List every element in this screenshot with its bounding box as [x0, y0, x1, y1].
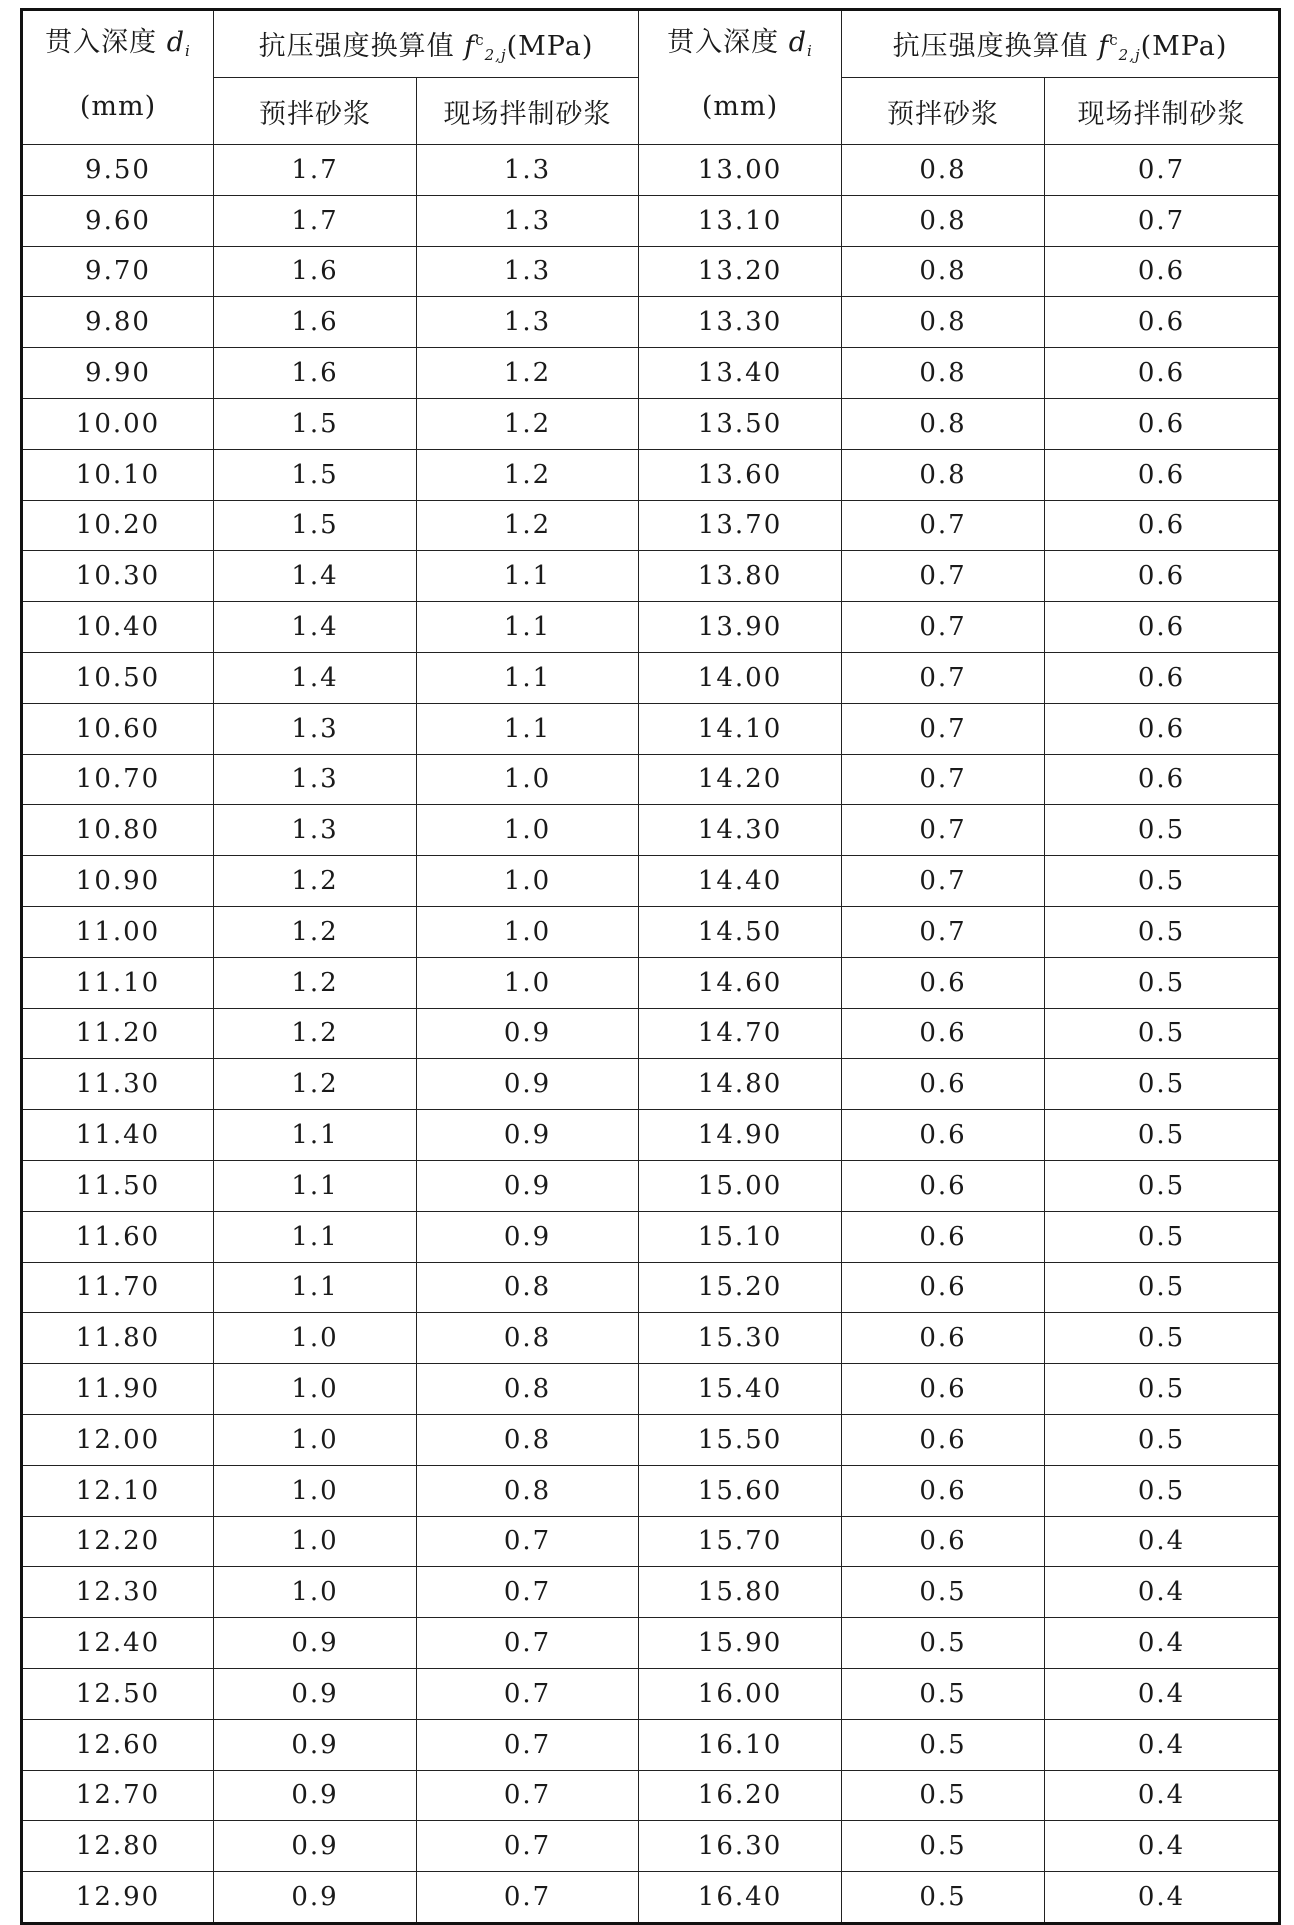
premix-left-cell: 1.2: [214, 1008, 417, 1059]
site-mix-left-cell: 0.7: [417, 1618, 639, 1669]
premix-left-cell: 1.3: [214, 703, 417, 754]
depth-right-cell: 16.20: [639, 1770, 842, 1821]
site-mix-right-cell: 0.6: [1045, 551, 1280, 602]
site-mix-left-cell: 1.1: [417, 703, 639, 754]
site-mix-right-cell: 0.6: [1045, 398, 1280, 449]
premix-right-cell: 0.8: [842, 449, 1045, 500]
header-row-1: [22, 10, 1280, 78]
depth-title-right: 贯入深度 $d_i$: [667, 27, 813, 60]
table-row: [22, 1414, 1280, 1465]
premix-right-cell: 0.6: [842, 1211, 1045, 1262]
site-mix-right-cell: 0.4: [1045, 1821, 1280, 1872]
premix-left-cell: 1.0: [214, 1414, 417, 1465]
depth-left-cell: 12.70: [22, 1770, 214, 1821]
table-row: [22, 1821, 1280, 1872]
premix-left-cell: 1.1: [214, 1211, 417, 1262]
site-mix-left-cell: 1.3: [417, 246, 639, 297]
table-row: [22, 1770, 1280, 1821]
depth-right-cell: 14.70: [639, 1008, 842, 1059]
table-row: [22, 1110, 1280, 1161]
depth-right-cell: 15.50: [639, 1414, 842, 1465]
table-row: [22, 246, 1280, 297]
depth-left-cell: 9.60: [22, 195, 214, 246]
site-mix-left-cell: 0.8: [417, 1414, 639, 1465]
depth-left-cell: 9.70: [22, 246, 214, 297]
premix-left-cell: 0.9: [214, 1668, 417, 1719]
depth-left-cell: 12.90: [22, 1872, 214, 1924]
premix-left-cell: 1.7: [214, 145, 417, 196]
premix-left-cell: 1.1: [214, 1160, 417, 1211]
premix-right-cell: 0.7: [842, 856, 1045, 907]
depth-unit-left: (mm): [79, 91, 157, 122]
premix-right-cell: 0.8: [842, 348, 1045, 399]
table-row: [22, 1872, 1280, 1924]
site-mix-left-cell: 0.7: [417, 1668, 639, 1719]
site-mix-right-cell: 0.6: [1045, 449, 1280, 500]
depth-left-cell: 11.10: [22, 957, 214, 1008]
table-row: [22, 856, 1280, 907]
premix-header-right: 预拌砂浆: [842, 78, 1045, 145]
depth-left-cell: 9.50: [22, 145, 214, 196]
premix-right-cell: 0.6: [842, 1110, 1045, 1161]
premix-right-cell: 0.8: [842, 246, 1045, 297]
premix-right-cell: 0.6: [842, 1160, 1045, 1211]
table-row: [22, 1160, 1280, 1211]
premix-right-cell: 0.8: [842, 145, 1045, 196]
premix-left-cell: 1.4: [214, 602, 417, 653]
site-mix-left-cell: 0.9: [417, 1059, 639, 1110]
depth-right-cell: 13.20: [639, 246, 842, 297]
site-mix-left-cell: 0.7: [417, 1821, 639, 1872]
site-mix-right-cell: 0.5: [1045, 1414, 1280, 1465]
depth-right-cell: 16.30: [639, 1821, 842, 1872]
premix-left-cell: 1.2: [214, 856, 417, 907]
site-mix-right-cell: 0.4: [1045, 1668, 1280, 1719]
premix-right-cell: 0.6: [842, 1516, 1045, 1567]
depth-left-cell: 10.00: [22, 398, 214, 449]
site-mix-left-cell: 0.7: [417, 1567, 639, 1618]
site-mix-right-cell: 0.6: [1045, 602, 1280, 653]
depth-left-cell: 12.80: [22, 1821, 214, 1872]
premix-right-cell: 0.7: [842, 906, 1045, 957]
depth-right-cell: 13.30: [639, 297, 842, 348]
strength-header-left: 抗压强度换算值 $f^c_{2,j}(MPa)$: [214, 10, 639, 78]
depth-header-left: [22, 10, 214, 145]
table-row: [22, 703, 1280, 754]
site-mix-header-right: 现场拌制砂浆: [1045, 78, 1280, 145]
site-mix-right-cell: 0.6: [1045, 754, 1280, 805]
depth-right-cell: 16.00: [639, 1668, 842, 1719]
site-mix-right-cell: 0.5: [1045, 1211, 1280, 1262]
table-row: [22, 1618, 1280, 1669]
site-mix-left-cell: 0.8: [417, 1313, 639, 1364]
depth-left-cell: 10.70: [22, 754, 214, 805]
premix-left-cell: 0.9: [214, 1821, 417, 1872]
table-row: [22, 195, 1280, 246]
site-mix-right-cell: 0.5: [1045, 1465, 1280, 1516]
depth-right-cell: 15.20: [639, 1262, 842, 1313]
site-mix-right-cell: 0.4: [1045, 1719, 1280, 1770]
site-mix-left-cell: 1.1: [417, 602, 639, 653]
depth-right-cell: 14.90: [639, 1110, 842, 1161]
table-row: [22, 1364, 1280, 1415]
depth-left-cell: 10.20: [22, 500, 214, 551]
depth-left-cell: 11.20: [22, 1008, 214, 1059]
premix-left-cell: 1.5: [214, 500, 417, 551]
site-mix-right-cell: 0.5: [1045, 1008, 1280, 1059]
premix-left-cell: 1.2: [214, 1059, 417, 1110]
site-mix-left-cell: 1.2: [417, 500, 639, 551]
site-mix-header-left: 现场拌制砂浆: [417, 78, 639, 145]
site-mix-right-cell: 0.7: [1045, 195, 1280, 246]
premix-left-cell: 1.2: [214, 957, 417, 1008]
site-mix-left-cell: 0.8: [417, 1364, 639, 1415]
depth-left-cell: 12.40: [22, 1618, 214, 1669]
table-row: [22, 1262, 1280, 1313]
depth-left-cell: 11.60: [22, 1211, 214, 1262]
site-mix-right-cell: 0.5: [1045, 1364, 1280, 1415]
premix-left-cell: 1.0: [214, 1567, 417, 1618]
depth-right-cell: 14.50: [639, 906, 842, 957]
site-mix-right-cell: 0.5: [1045, 906, 1280, 957]
depth-right-cell: 14.40: [639, 856, 842, 907]
premix-left-cell: 1.4: [214, 551, 417, 602]
table-row: [22, 1059, 1280, 1110]
depth-right-cell: 15.10: [639, 1211, 842, 1262]
depth-left-cell: 10.90: [22, 856, 214, 907]
depth-title-left: 贯入深度 $d_i$: [45, 27, 191, 60]
site-mix-left-cell: 0.8: [417, 1262, 639, 1313]
premix-left-cell: 1.7: [214, 195, 417, 246]
depth-right-cell: 16.10: [639, 1719, 842, 1770]
depth-left-cell: 12.60: [22, 1719, 214, 1770]
site-mix-left-cell: 1.3: [417, 297, 639, 348]
premix-right-cell: 0.8: [842, 297, 1045, 348]
premix-right-cell: 0.6: [842, 1465, 1045, 1516]
site-mix-left-cell: 1.3: [417, 145, 639, 196]
site-mix-right-cell: 0.5: [1045, 1262, 1280, 1313]
premix-right-cell: 0.5: [842, 1567, 1045, 1618]
premix-right-cell: 0.6: [842, 1262, 1045, 1313]
depth-left-cell: 11.50: [22, 1160, 214, 1211]
table-row: [22, 754, 1280, 805]
premix-right-cell: 0.5: [842, 1719, 1045, 1770]
depth-left-cell: 10.50: [22, 652, 214, 703]
premix-right-cell: 0.6: [842, 1313, 1045, 1364]
page: [20, 8, 1278, 1912]
premix-right-cell: 0.7: [842, 703, 1045, 754]
depth-left-cell: 11.90: [22, 1364, 214, 1415]
depth-right-cell: 13.10: [639, 195, 842, 246]
premix-left-cell: 0.9: [214, 1770, 417, 1821]
site-mix-right-cell: 0.5: [1045, 805, 1280, 856]
site-mix-right-cell: 0.6: [1045, 246, 1280, 297]
depth-right-cell: 15.60: [639, 1465, 842, 1516]
premix-right-cell: 0.6: [842, 1059, 1045, 1110]
site-mix-right-cell: 0.6: [1045, 348, 1280, 399]
premix-left-cell: 1.5: [214, 398, 417, 449]
depth-left-cell: 10.10: [22, 449, 214, 500]
site-mix-right-cell: 0.4: [1045, 1872, 1280, 1924]
table-row: [22, 398, 1280, 449]
table-row: [22, 602, 1280, 653]
premix-right-cell: 0.8: [842, 195, 1045, 246]
table-row: [22, 957, 1280, 1008]
site-mix-right-cell: 0.7: [1045, 145, 1280, 196]
depth-right-cell: 15.90: [639, 1618, 842, 1669]
table-row: [22, 1008, 1280, 1059]
table-row: [22, 1668, 1280, 1719]
site-mix-left-cell: 0.9: [417, 1160, 639, 1211]
premix-right-cell: 0.7: [842, 652, 1045, 703]
site-mix-left-cell: 1.0: [417, 754, 639, 805]
site-mix-left-cell: 1.0: [417, 906, 639, 957]
premix-right-cell: 0.5: [842, 1668, 1045, 1719]
depth-left-cell: 10.40: [22, 602, 214, 653]
site-mix-left-cell: 1.0: [417, 805, 639, 856]
depth-unit-right: (mm): [701, 91, 779, 122]
premix-left-cell: 1.1: [214, 1110, 417, 1161]
premix-left-cell: 1.0: [214, 1313, 417, 1364]
table-body: [22, 145, 1280, 1924]
strength-conversion-table: [20, 8, 1281, 1925]
site-mix-left-cell: 0.7: [417, 1872, 639, 1924]
depth-left-cell: 12.10: [22, 1465, 214, 1516]
site-mix-left-cell: 1.2: [417, 398, 639, 449]
site-mix-left-cell: 1.3: [417, 195, 639, 246]
depth-right-cell: 15.70: [639, 1516, 842, 1567]
depth-right-cell: 15.00: [639, 1160, 842, 1211]
site-mix-right-cell: 0.5: [1045, 1160, 1280, 1211]
premix-right-cell: 0.7: [842, 805, 1045, 856]
premix-right-cell: 0.5: [842, 1770, 1045, 1821]
depth-right-cell: 13.00: [639, 145, 842, 196]
depth-right-cell: 13.90: [639, 602, 842, 653]
site-mix-left-cell: 0.9: [417, 1110, 639, 1161]
depth-right-cell: 16.40: [639, 1872, 842, 1924]
site-mix-left-cell: 1.0: [417, 856, 639, 907]
site-mix-right-cell: 0.5: [1045, 1059, 1280, 1110]
premix-left-cell: 1.0: [214, 1465, 417, 1516]
site-mix-right-cell: 0.5: [1045, 1110, 1280, 1161]
table-row: [22, 1719, 1280, 1770]
site-mix-left-cell: 1.2: [417, 348, 639, 399]
depth-header-right: [639, 10, 842, 145]
depth-left-cell: 12.20: [22, 1516, 214, 1567]
table-row: [22, 1516, 1280, 1567]
site-mix-right-cell: 0.4: [1045, 1567, 1280, 1618]
premix-left-cell: 1.6: [214, 348, 417, 399]
site-mix-right-cell: 0.4: [1045, 1618, 1280, 1669]
premix-left-cell: 0.9: [214, 1618, 417, 1669]
site-mix-right-cell: 0.5: [1045, 856, 1280, 907]
depth-left-cell: 9.90: [22, 348, 214, 399]
site-mix-left-cell: 0.8: [417, 1465, 639, 1516]
depth-right-cell: 14.80: [639, 1059, 842, 1110]
premix-right-cell: 0.7: [842, 602, 1045, 653]
site-mix-right-cell: 0.6: [1045, 703, 1280, 754]
premix-left-cell: 1.1: [214, 1262, 417, 1313]
premix-left-cell: 1.6: [214, 297, 417, 348]
premix-right-cell: 0.7: [842, 500, 1045, 551]
table-row: [22, 1465, 1280, 1516]
premix-right-cell: 0.8: [842, 398, 1045, 449]
table-row: [22, 348, 1280, 399]
premix-left-cell: 1.2: [214, 906, 417, 957]
site-mix-left-cell: 1.1: [417, 551, 639, 602]
site-mix-left-cell: 1.0: [417, 957, 639, 1008]
premix-right-cell: 0.6: [842, 957, 1045, 1008]
site-mix-right-cell: 0.5: [1045, 957, 1280, 1008]
site-mix-left-cell: 0.7: [417, 1516, 639, 1567]
site-mix-left-cell: 0.7: [417, 1770, 639, 1821]
site-mix-right-cell: 0.4: [1045, 1516, 1280, 1567]
site-mix-left-cell: 1.2: [417, 449, 639, 500]
depth-right-cell: 13.70: [639, 500, 842, 551]
depth-right-cell: 14.00: [639, 652, 842, 703]
site-mix-left-cell: 0.7: [417, 1719, 639, 1770]
premix-left-cell: 1.3: [214, 754, 417, 805]
depth-left-cell: 10.60: [22, 703, 214, 754]
premix-right-cell: 0.7: [842, 551, 1045, 602]
premix-right-cell: 0.5: [842, 1618, 1045, 1669]
table-row: [22, 551, 1280, 602]
premix-left-cell: 1.4: [214, 652, 417, 703]
premix-header-left: 预拌砂浆: [214, 78, 417, 145]
depth-left-cell: 12.30: [22, 1567, 214, 1618]
table-row: [22, 906, 1280, 957]
premix-left-cell: 1.0: [214, 1364, 417, 1415]
premix-right-cell: 0.7: [842, 754, 1045, 805]
depth-right-cell: 14.10: [639, 703, 842, 754]
table-row: [22, 1567, 1280, 1618]
depth-left-cell: 11.30: [22, 1059, 214, 1110]
table-row: [22, 652, 1280, 703]
premix-left-cell: 1.3: [214, 805, 417, 856]
premix-left-cell: 1.5: [214, 449, 417, 500]
depth-right-cell: 15.40: [639, 1364, 842, 1415]
site-mix-right-cell: 0.6: [1045, 500, 1280, 551]
depth-left-cell: 11.70: [22, 1262, 214, 1313]
premix-left-cell: 1.0: [214, 1516, 417, 1567]
depth-left-cell: 12.00: [22, 1414, 214, 1465]
depth-left-cell: 9.80: [22, 297, 214, 348]
premix-left-cell: 1.6: [214, 246, 417, 297]
depth-left-cell: 11.40: [22, 1110, 214, 1161]
site-mix-left-cell: 1.1: [417, 652, 639, 703]
site-mix-left-cell: 0.9: [417, 1211, 639, 1262]
premix-right-cell: 0.6: [842, 1364, 1045, 1415]
table-row: [22, 1313, 1280, 1364]
table-row: [22, 500, 1280, 551]
site-mix-right-cell: 0.5: [1045, 1313, 1280, 1364]
site-mix-left-cell: 0.9: [417, 1008, 639, 1059]
depth-left-cell: 12.50: [22, 1668, 214, 1719]
depth-right-cell: 15.80: [639, 1567, 842, 1618]
depth-right-cell: 14.60: [639, 957, 842, 1008]
table-row: [22, 1211, 1280, 1262]
depth-right-cell: 13.80: [639, 551, 842, 602]
depth-right-cell: 14.30: [639, 805, 842, 856]
strength-header-right: 抗压强度换算值 $f^c_{2,j}(MPa)$: [842, 10, 1280, 78]
premix-right-cell: 0.5: [842, 1821, 1045, 1872]
depth-left-cell: 11.00: [22, 906, 214, 957]
depth-left-cell: 10.30: [22, 551, 214, 602]
depth-left-cell: 10.80: [22, 805, 214, 856]
premix-left-cell: 0.9: [214, 1872, 417, 1924]
depth-right-cell: 15.30: [639, 1313, 842, 1364]
premix-right-cell: 0.6: [842, 1414, 1045, 1465]
depth-right-cell: 13.50: [639, 398, 842, 449]
premix-left-cell: 0.9: [214, 1719, 417, 1770]
depth-right-cell: 14.20: [639, 754, 842, 805]
depth-right-cell: 13.40: [639, 348, 842, 399]
table-row: [22, 449, 1280, 500]
premix-right-cell: 0.5: [842, 1872, 1045, 1924]
depth-right-cell: 13.60: [639, 449, 842, 500]
table-row: [22, 297, 1280, 348]
site-mix-right-cell: 0.4: [1045, 1770, 1280, 1821]
premix-right-cell: 0.6: [842, 1008, 1045, 1059]
table-row: [22, 145, 1280, 196]
depth-left-cell: 11.80: [22, 1313, 214, 1364]
table-row: [22, 805, 1280, 856]
site-mix-right-cell: 0.6: [1045, 297, 1280, 348]
site-mix-right-cell: 0.6: [1045, 652, 1280, 703]
